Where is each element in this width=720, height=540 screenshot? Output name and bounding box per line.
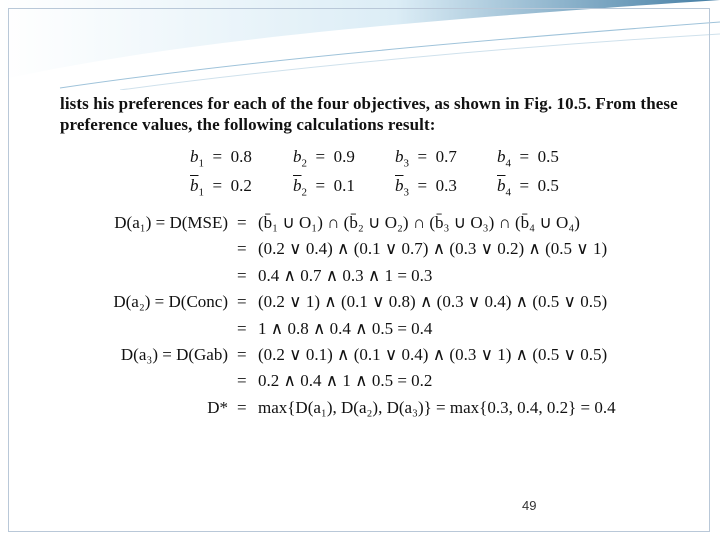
preference-row1-b4: $b_4 = 0.5$ [497, 147, 559, 170]
equation-rhs: (0.2 ∨ 1) ∧ (0.1 ∨ 0.8) ∧ (0.3 ∨ 0.4) ∧ (0.5 ∨ 0.5) [258, 292, 608, 311]
equals-sign: = [237, 213, 247, 232]
intro-line-2: preference values, the following calculations result: [60, 115, 436, 134]
preference-row2-b3: $\overline{b}_3 = 0.3$ [395, 176, 457, 199]
preference-row1-b2: $b_2 = 0.9$ [293, 147, 355, 170]
page-number: 49 [522, 498, 537, 513]
equals-sign: = [237, 239, 247, 258]
intro-line-1: lists his preferences for each of the four objectives, as shown in Fig. 10.5. From these [60, 94, 678, 113]
preference-row1-b3: $b_3 = 0.7$ [395, 147, 457, 170]
equation-rhs: (0.2 ∨ 0.4) ∧ (0.1 ∨ 0.7) ∧ (0.3 ∨ 0.2) ∧ (0.5 ∨ 1) [258, 239, 608, 258]
preference-row2-b4: $\overline{b}_4 = 0.5$ [497, 176, 559, 199]
equation-lhs: D(a₂) = D(Conc) [113, 292, 228, 311]
preference-row2-b1: $\overline{b}_1 = 0.2$ [190, 176, 252, 199]
equals-sign: = [237, 345, 247, 364]
equation-lhs: D(a₃) = D(Gab) [120, 345, 228, 364]
equation-rhs: 0.4 ∧ 0.7 ∧ 0.3 ∧ 1 = 0.3 [258, 266, 433, 285]
preference-row1-b1: $b_1 = 0.8$ [190, 147, 252, 170]
equals-sign: = [237, 266, 247, 285]
equals-sign: = [237, 371, 247, 390]
equals-sign: = [237, 319, 247, 338]
preference-row2-b2: $\overline{b}_2 = 0.1$ [293, 176, 355, 199]
equation-lhs: D(a₁) = D(MSE) [114, 213, 228, 232]
equation-rhs: 1 ∧ 0.8 ∧ 0.4 ∧ 0.5 = 0.4 [258, 319, 433, 338]
equation-lhs: D* [207, 398, 228, 417]
equals-sign: = [237, 398, 247, 417]
equation-rhs: (0.2 ∨ 0.1) ∧ (0.1 ∨ 0.4) ∧ (0.3 ∨ 1) ∧ (0.5 ∨ 0.5) [258, 345, 608, 364]
equals-sign: = [237, 292, 247, 311]
equation-rhs: 0.2 ∧ 0.4 ∧ 1 ∧ 0.5 = 0.2 [258, 371, 433, 390]
equation-rhs: max{D(a₁), D(a₂), D(a₃)} = max{0.3, 0.4, 0.2} = 0.4 [258, 398, 616, 417]
equation-rhs: (b̄₁ ∪ O₁) ∩ (b̄₂ ∪ O₂) ∩ (b̄₃ ∪ O₃) ∩ (b̄₄ ∪ O₄) [258, 213, 580, 232]
